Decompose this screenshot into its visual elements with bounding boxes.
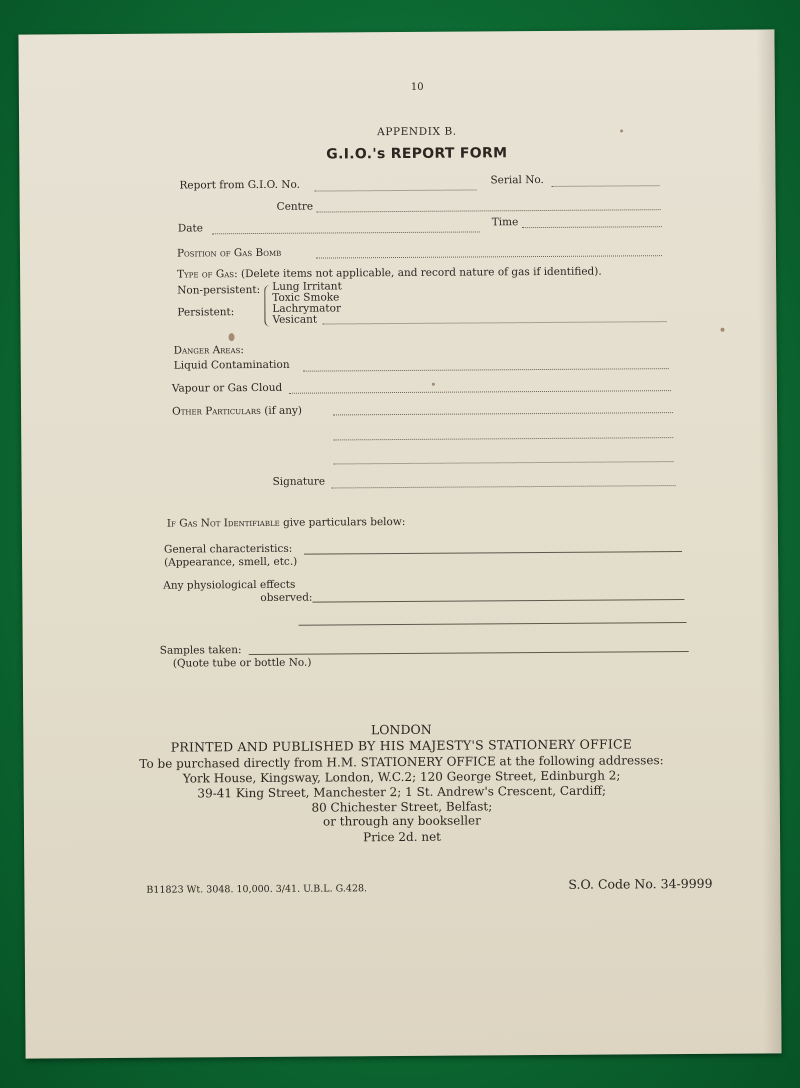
imprint-purchase-line: To be purchased directly from H.M. STATIONERY OFFICE at the following addresses: <box>139 753 664 771</box>
gas-type-lachrymator: Lachrymator <box>272 302 342 315</box>
report-from-label: Report from G.I.O. No. <box>179 178 300 192</box>
vapour-cloud-field[interactable] <box>289 390 671 394</box>
gas-type-list <box>272 281 342 325</box>
persistent-label: Persistent: <box>177 306 235 319</box>
gas-type-vesicant: Vesicant <box>272 313 318 326</box>
imprint-address-line-3: 80 Chichester Street, Belfast; <box>311 799 493 815</box>
imprint-publisher: PRINTED AND PUBLISHED BY HIS MAJESTY'S STATIONERY OFFICE <box>170 736 633 755</box>
centre-label: Centre <box>276 200 314 213</box>
physiological-effects-label: Any physiological effects <box>163 578 296 592</box>
other-particulars-heading: Other Particulars <box>172 404 261 418</box>
not-identifiable-heading: If Gas Not Identifiable <box>166 516 280 530</box>
type-of-gas-note: (Delete items not applicable, and record nature of gas if identified). <box>240 265 602 281</box>
stain-mark <box>229 333 235 341</box>
type-of-gas-row <box>177 266 602 281</box>
samples-taken-field[interactable] <box>249 651 689 655</box>
samples-taken-label: Samples taken: <box>159 644 242 657</box>
position-field[interactable] <box>316 255 662 258</box>
stain-mark <box>720 328 724 332</box>
time-field[interactable] <box>522 226 662 228</box>
serial-no-label: Serial No. <box>490 173 544 187</box>
non-persistent-label: Non-persistent: <box>177 283 261 297</box>
general-characteristics-label: General characteristics: <box>163 542 293 556</box>
centre-field[interactable] <box>317 209 661 212</box>
other-particulars-field-1[interactable] <box>333 412 673 415</box>
general-characteristics-field[interactable] <box>304 551 682 555</box>
samples-taken-note: (Quote tube or bottle No.) <box>172 656 312 670</box>
physiological-observed-label: observed: <box>260 591 313 604</box>
time-label: Time <box>491 216 519 229</box>
liquid-contamination-label: Liquid Contamination <box>173 358 290 372</box>
gas-type-toxic-smoke: Toxic Smoke <box>272 291 340 304</box>
stain-mark <box>620 129 623 132</box>
date-label: Date <box>177 222 203 235</box>
imprint-city: LONDON <box>370 721 432 738</box>
other-particulars-row <box>172 405 302 418</box>
signature-field[interactable] <box>332 485 676 488</box>
form-title: G.I.O.'s REPORT FORM <box>326 145 508 163</box>
vesicant-field[interactable] <box>322 321 666 324</box>
other-particulars-field-2[interactable] <box>333 437 673 440</box>
print-code: B11823 Wt. 3048. 10,000. 3/41. U.B.L. G.428. <box>146 883 368 896</box>
danger-areas-heading: Danger Areas: <box>173 344 244 357</box>
imprint-address-line-2: 39-41 King Street, Manchester 2; 1 St. Andrew's Crescent, Cardiff; <box>197 783 607 801</box>
imprint-address-line-1: York House, Kingsway, London, W.C.2; 120 George Street, Edinburgh 2; <box>182 768 621 786</box>
imprint-address-line-4: or through any bookseller <box>322 813 481 829</box>
report-form-sheet <box>18 29 781 1058</box>
report-from-field[interactable] <box>315 189 477 191</box>
appendix-label: APPENDIX B. <box>377 125 457 139</box>
other-particulars-note: (if any) <box>264 404 303 417</box>
grouping-brace <box>264 285 271 327</box>
page-number: 10 <box>410 81 424 93</box>
imprint-price: Price 2d. net <box>363 829 442 845</box>
liquid-contamination-field[interactable] <box>303 368 669 372</box>
so-code: S.O. Code No. 34-9999 <box>568 875 713 892</box>
general-characteristics-note: (Appearance, smell, etc.) <box>164 555 298 569</box>
position-label: Position of Gas Bomb <box>176 246 282 260</box>
physiological-effects-field-2[interactable] <box>299 622 687 626</box>
other-particulars-field-3[interactable] <box>333 461 673 464</box>
type-of-gas-heading: Type of Gas: <box>177 268 238 281</box>
physiological-effects-field-1[interactable] <box>312 599 684 603</box>
date-field[interactable] <box>212 231 480 234</box>
signature-label: Signature <box>272 475 326 488</box>
vapour-cloud-label: Vapour or Gas Cloud <box>171 381 283 395</box>
stain-mark <box>432 383 435 386</box>
not-identifiable-row <box>167 516 406 530</box>
not-identifiable-note: give particulars below: <box>283 515 406 529</box>
gas-type-lung-irritant: Lung Irritant <box>272 280 342 293</box>
serial-no-field[interactable] <box>552 185 660 187</box>
